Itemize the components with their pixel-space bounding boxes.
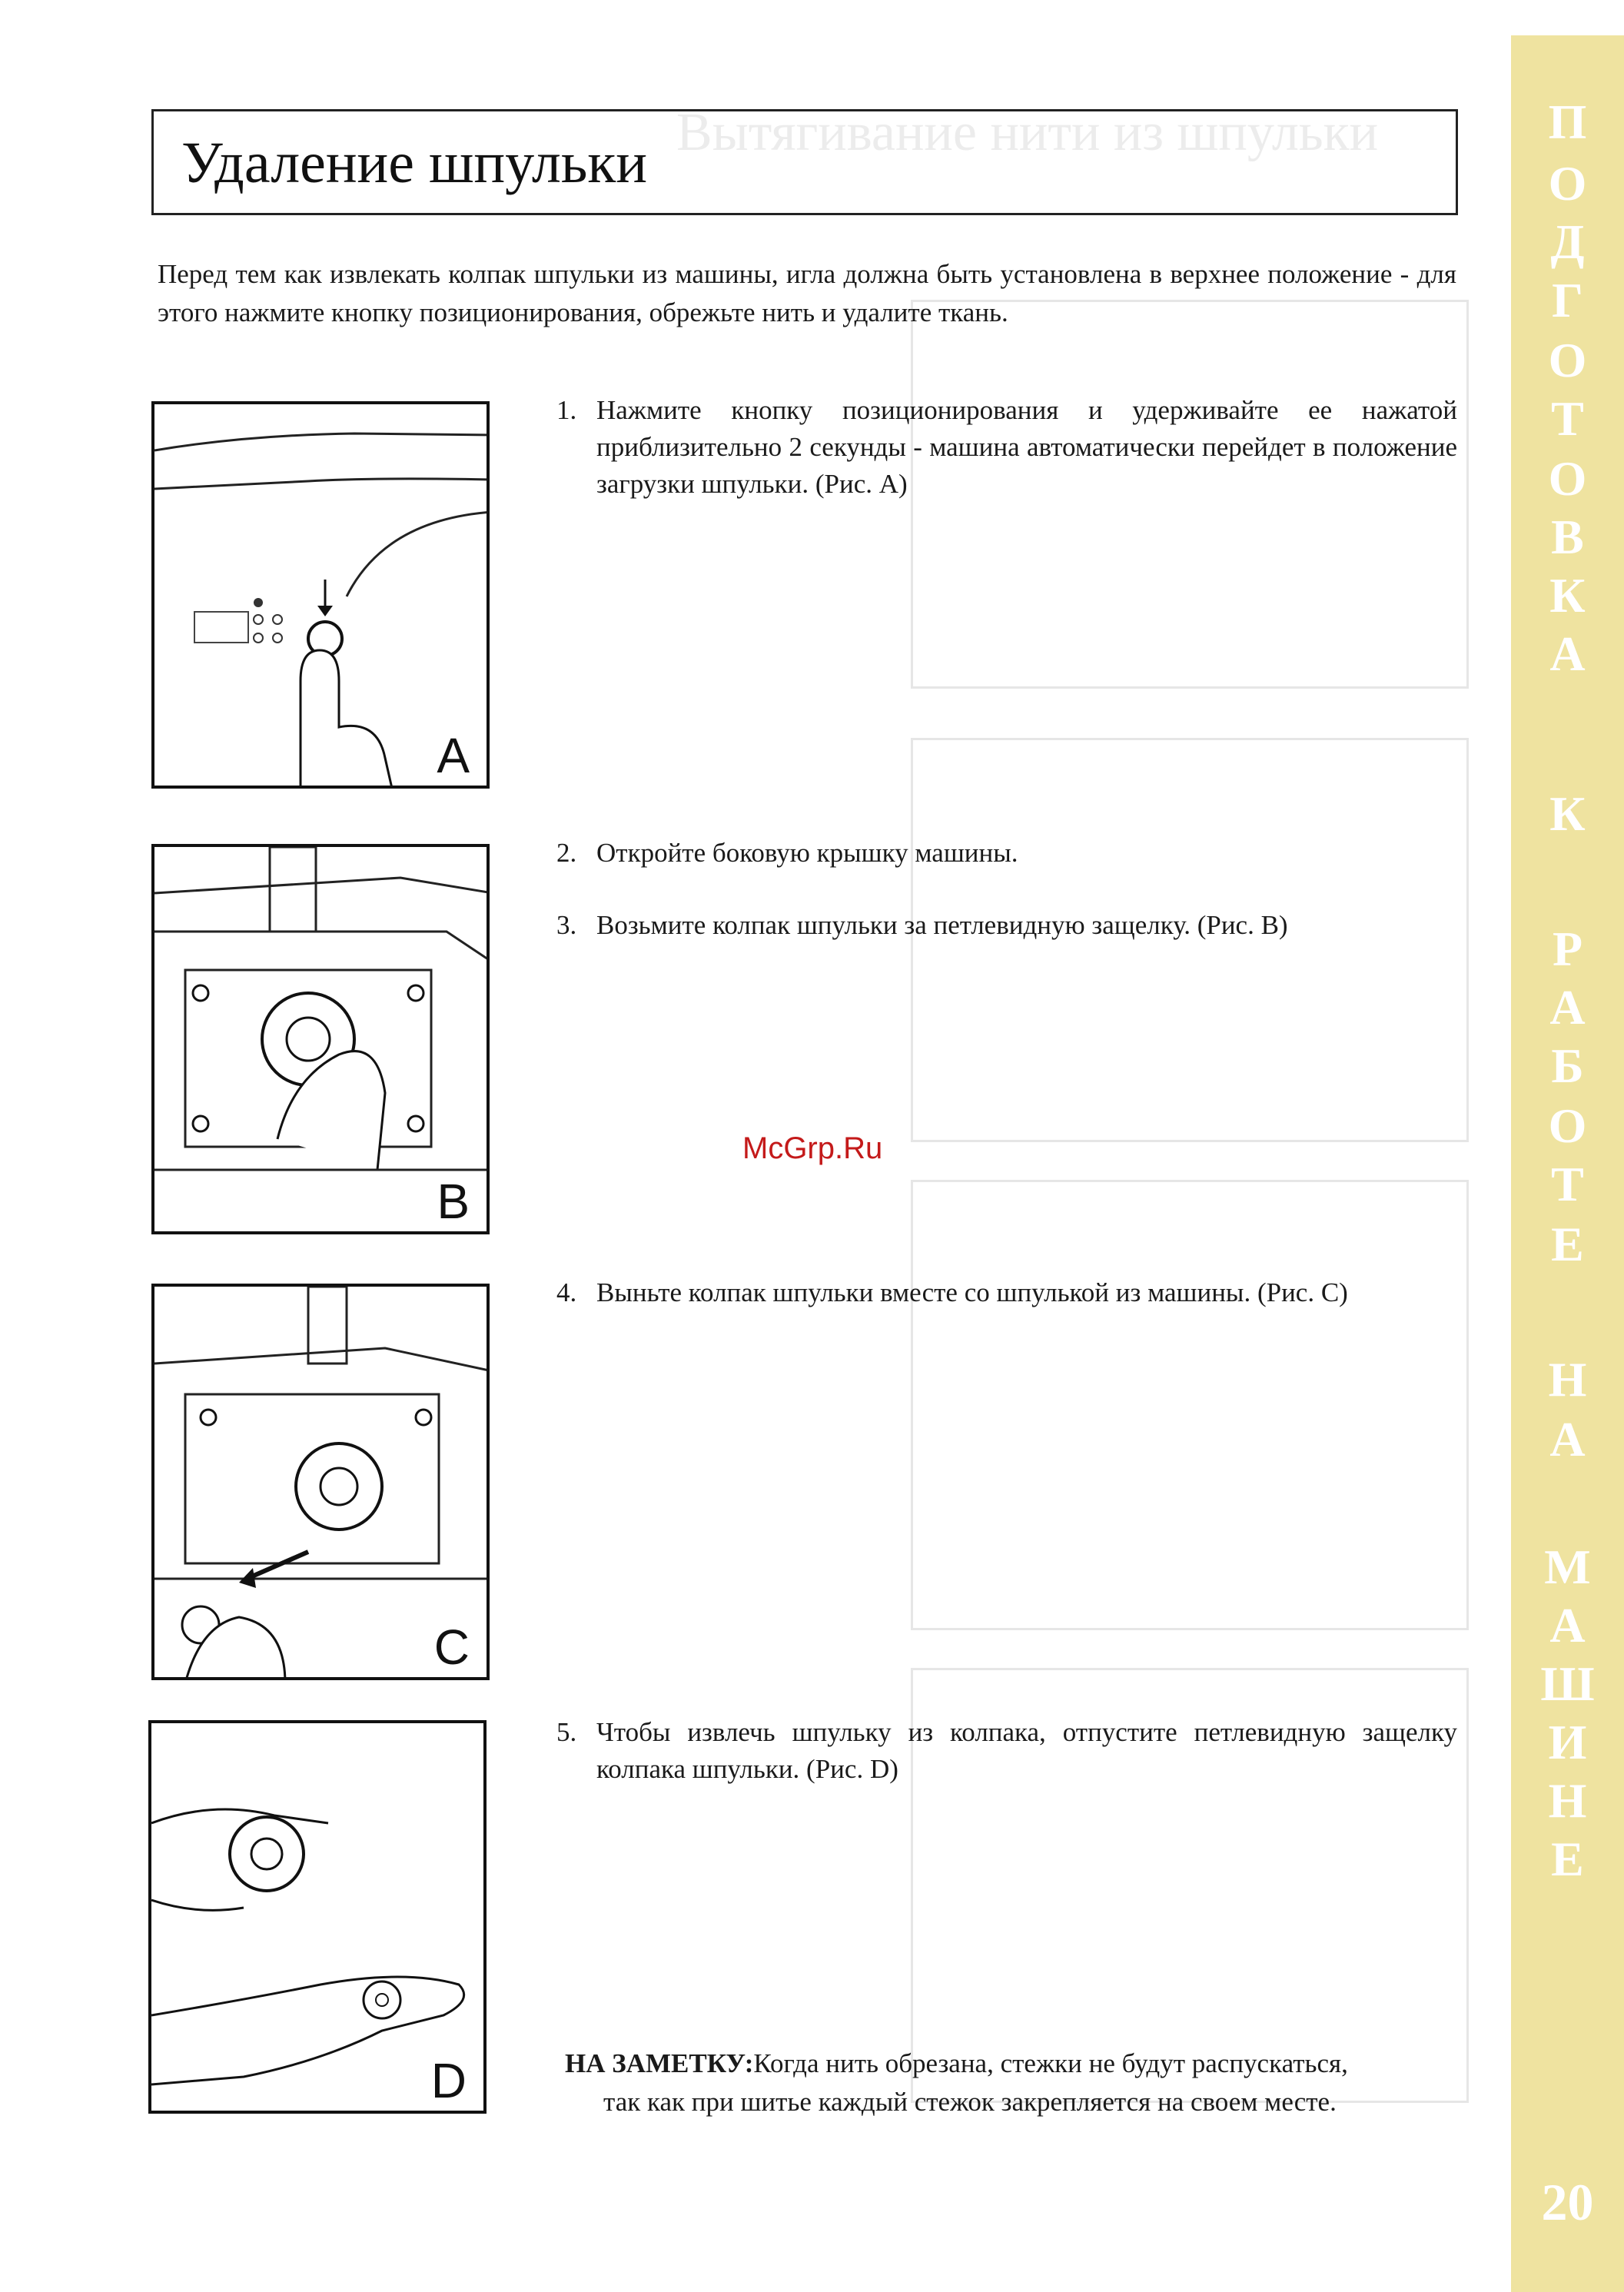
figure-b-label: B [437,1174,470,1229]
step-3-number: 3. [556,910,577,940]
sidebar-letter: Г [1552,273,1583,327]
sidebar-letter: К [1549,568,1586,623]
sidebar-letter: М [1544,1540,1591,1594]
sidebar-letter: Р [1552,922,1583,976]
step-4 [556,1274,1356,1311]
sidebar-letter: О [1548,333,1587,387]
sidebar-letter: А [1549,980,1586,1035]
step-5-number: 5. [556,1717,577,1747]
sidebar-letter: А [1549,1598,1586,1653]
figure-a-label: A [437,728,470,783]
sidebar-letter: Н [1548,1352,1587,1407]
step-4-number: 4. [556,1277,577,1307]
sidebar-letter: И [1548,1715,1587,1769]
sidebar-letter: Ш [1540,1656,1595,1711]
step-1-number: 1. [556,395,577,425]
figure-b [151,844,490,1234]
sidebar-letter: О [1548,156,1587,211]
bleed-through-figure-c [911,1180,1469,1630]
figure-d-label: D [430,2053,467,2108]
sidebar-letter: Н [1548,1773,1587,1828]
sidebar-letter: П [1548,95,1587,149]
page-number: 20 [1541,2173,1594,2231]
sidebar-letter: Е [1551,1217,1584,1271]
sidebar-letter: О [1548,1098,1587,1153]
sidebar-letter: Д [1550,214,1585,269]
sidebar-letter: А [1549,626,1586,681]
step-3 [556,907,1457,944]
note-label: НА ЗАМЕТКУ: [565,2048,754,2078]
step-5-text: Чтобы извлечь шпульку из колпака, отпустите петлевидную защелку колпака шпульки. (Рис. D) [596,1717,1457,1784]
step-3-text: Возьмите колпак шпульки за петлевидную защелку. (Рис. В) [596,910,1288,940]
watermark: McGrp.Ru [738,1131,887,1166]
sidebar-letter: О [1548,451,1587,506]
sidebar-letter: Т [1551,391,1584,446]
page-title: Удаление шпульки [181,131,647,195]
step-2-text: Откройте боковую крышку машины. [596,838,1018,868]
sidebar-letter: Е [1551,1832,1584,1886]
note [565,2045,1456,2121]
note-line-1: Когда нить обрезана, стежки не будут распускаться, [753,2048,1348,2078]
sidebar-letter: Б [1551,1038,1584,1093]
step-2-number: 2. [556,838,577,868]
step-1 [556,392,1457,503]
sidebar-letter: А [1549,1412,1586,1467]
sidebar-letter: В [1551,510,1584,564]
step-5 [556,1714,1457,1788]
sidebar-letter: Т [1551,1157,1584,1211]
note-line-2: так как при шитье каждый стежок закрепляется на своем месте. [603,2087,1337,2117]
step-1-text: Нажмите кнопку позиционирования и удерживайте ее нажатой приблизительно 2 секунды - машина автоматически перейдет в положение загрузки шпульки. (Рис. А) [596,395,1457,499]
title-box [151,103,1458,215]
figure-c-label: C [433,1619,470,1675]
intro-paragraph: Перед тем как извлекать колпак шпульки из машины, игла должна быть установлена в верхнее положение - для этого нажмите кнопку позиционирования, обрежьте нить и удалите ткань. [158,259,1456,327]
step-2 [556,835,1457,872]
sidebar-letter: К [1549,786,1586,841]
step-4-text: Выньте колпак шпульки вместе со шпулькой из машины. (Рис. С) [596,1277,1348,1307]
bleed-through-heading: Вытягивание нити из шпульки [676,103,1379,162]
figure-d [148,1720,487,2114]
section-sidebar [1511,35,1624,2292]
figure-a [151,401,490,789]
figure-c [151,1284,490,1680]
